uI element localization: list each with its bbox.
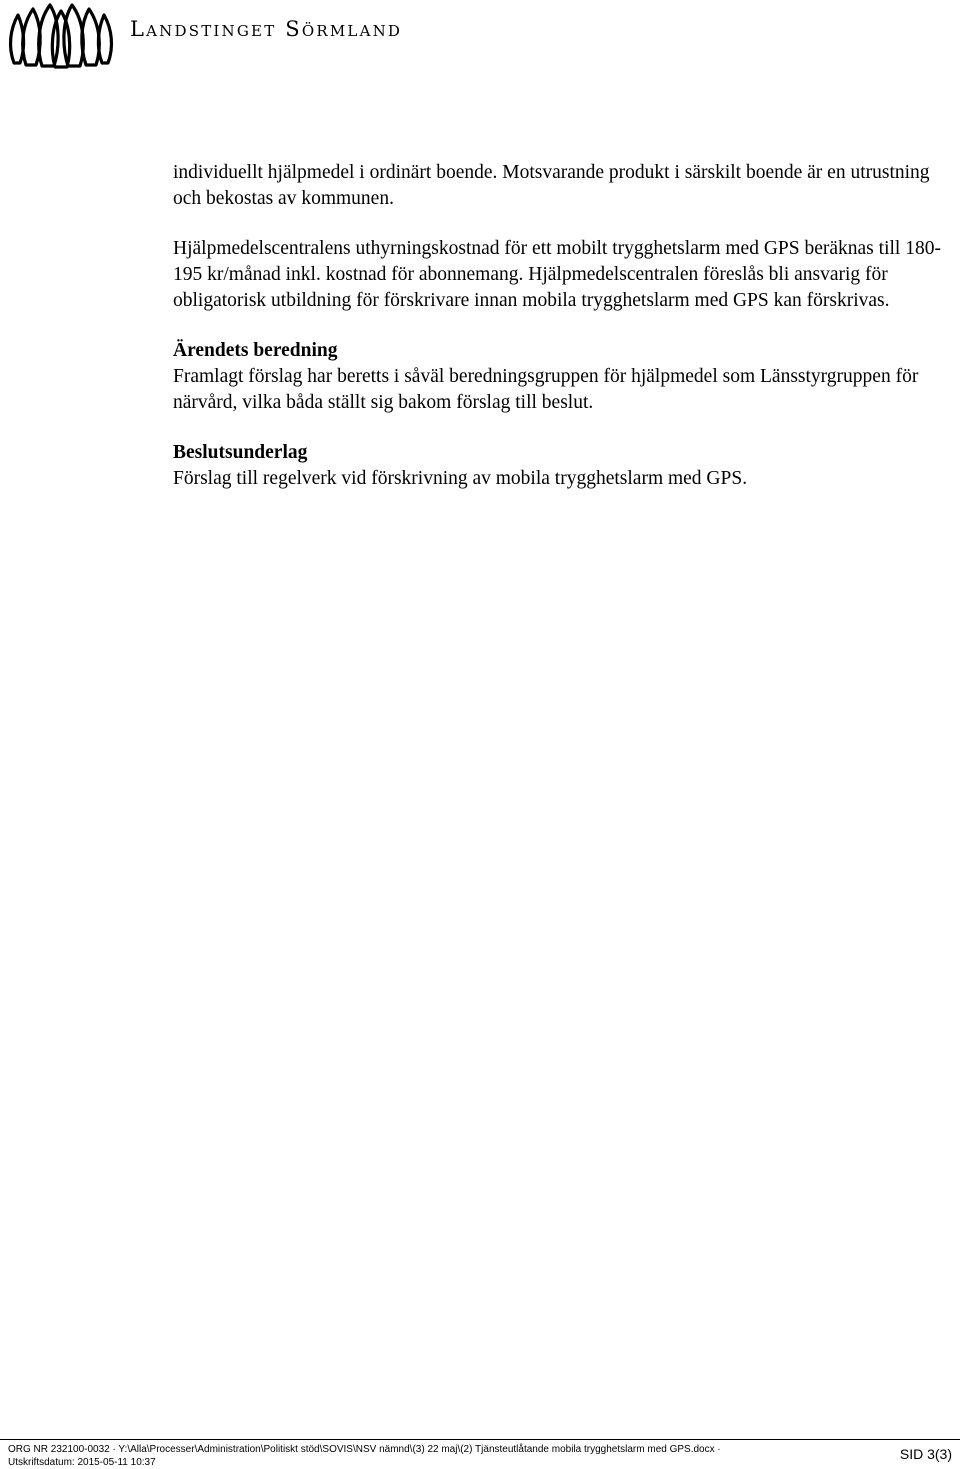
document-body bbox=[173, 160, 953, 516]
section-decision-basis bbox=[173, 440, 953, 492]
organization-name: Landstinget Sörmland bbox=[130, 17, 403, 41]
paragraph-intro: individuellt hjälpmedel i ordinärt boende. Motsvarande produkt i särskilt boende är en utrustning och bekostas av kommunen. bbox=[173, 162, 930, 209]
section-text-decision-basis: Förslag till regelverk vid förskrivning av mobila trygghetslarm med GPS. bbox=[173, 468, 748, 489]
footer-path: ORG NR 232100-0032 · Y:\Alla\Processer\Administration\Politiskt stöd\SOVIS\NSV nämnd\(3) 22 maj\(2) Tjänsteutlåtande mobila trygghetslarm med GPS.docx · bbox=[8, 1444, 721, 1455]
section-heading-preparation: Ärendets beredning bbox=[173, 340, 338, 361]
paragraph-cost: Hjälpmedelscentralens uthyrningskostnad för ett mobilt trygghetslarm med GPS beräknas till 180-195 kr/månad inkl. kostnad för abonnemang. Hjälpmedelscentralen föreslås bli ansvarig för obligatorisk utbildning för förskrivare innan mobila trygghetslarm med GPS kan förskrivas. bbox=[173, 238, 941, 311]
footer-print-date: Utskriftsdatum: 2015-05-11 10:37 bbox=[8, 1457, 156, 1468]
footer-info bbox=[8, 1443, 721, 1469]
page-number: SID 3(3) bbox=[899, 1446, 952, 1462]
footer-divider bbox=[0, 1439, 960, 1440]
section-text-preparation: Framlagt förslag har beretts i såväl beredningsgruppen för hjälpmedel som Länsstyrgruppen för närvård, vilka båda ställt sig bakom förslag till beslut. bbox=[173, 366, 919, 413]
section-heading-decision-basis: Beslutsunderlag bbox=[173, 442, 308, 463]
section-preparation bbox=[173, 338, 953, 416]
landstinget-logo bbox=[6, 3, 116, 69]
